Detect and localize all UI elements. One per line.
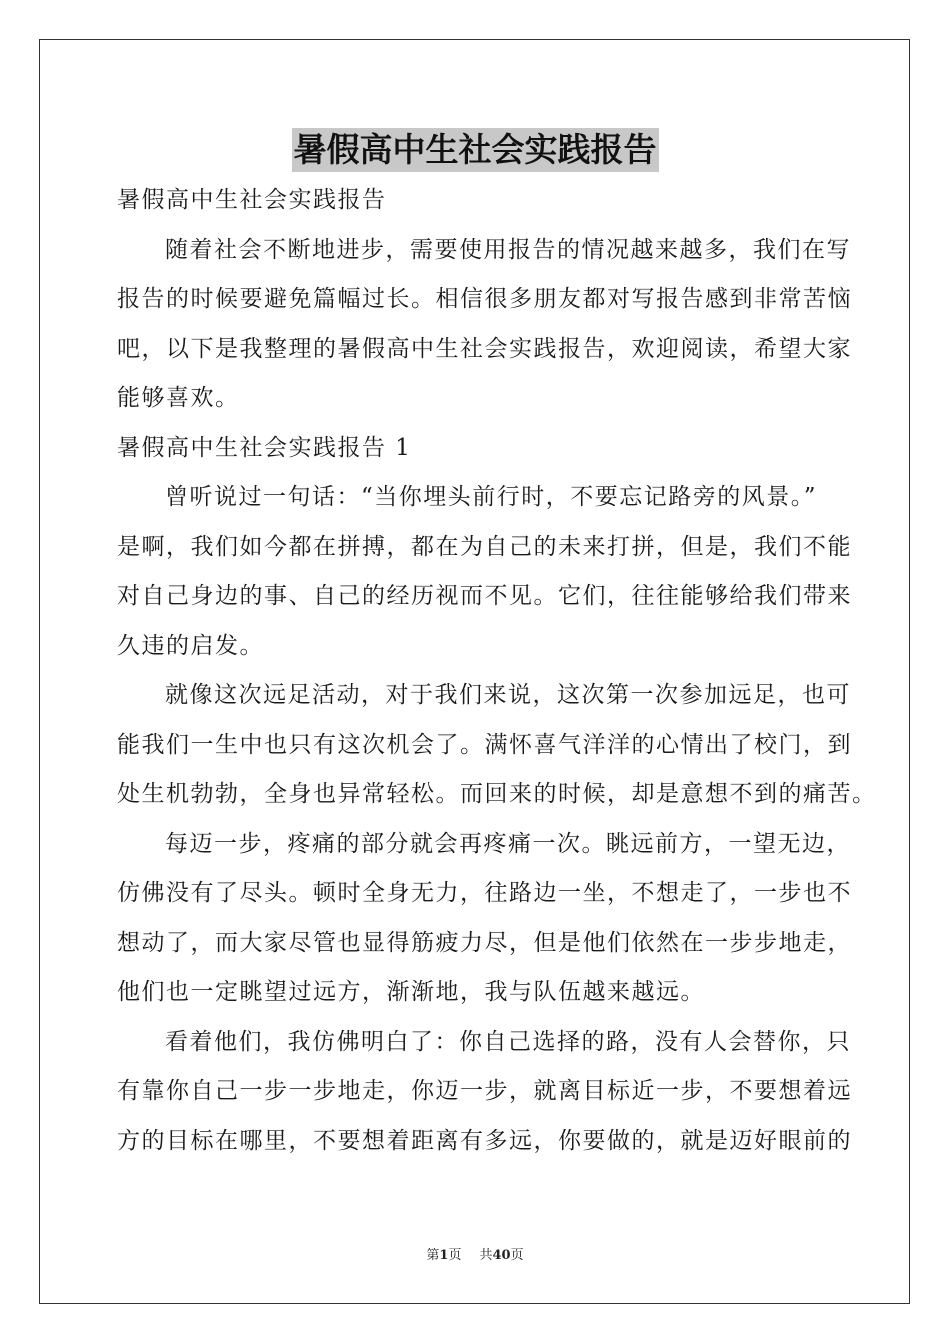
body-line: 就像这次远足活动，对于我们来说，这次第一次参加远足，也可 (165, 682, 851, 708)
title-container (0, 128, 950, 172)
body-line: 是啊，我们如今都在拼搏，都在为自己的未来打拼，但是，我们不能 (117, 533, 852, 560)
body-line: 每迈一步，疼痛的部分就会再疼痛一次。眺远前方，一望无边， (165, 830, 851, 857)
body-line: 他们也一定眺望过远方，渐渐地，我与队伍越来越远。 (117, 979, 705, 1005)
body-line: 能够喜欢。 (117, 385, 240, 411)
body-line: 对自己身边的事、自己的经历视而不见。它们，往往能够给我们带来 (117, 583, 852, 609)
body-line: 有靠你自己一步一步地走，你迈一步，就离目标近一步，不要想着远 (117, 1078, 852, 1104)
body-line: 久违的启发。 (117, 632, 264, 659)
body-line: 曾听说过一句话：“当你埋头前行时，不要忘记路旁的风景。” (165, 484, 818, 510)
body-line: 随着社会不断地进步，需要使用报告的情况越来越多，我们在写 (165, 236, 851, 263)
body-line: 能我们一生中也只有这次机会了。满怀喜气洋洋的心情出了校门，到 (117, 731, 852, 758)
page-footer (0, 1247, 950, 1265)
body-line: 方的目标在哪里，不要想着距离有多远，你要做的，就是迈好眼前的 (117, 1127, 852, 1154)
section-heading: 暑假高中生社会实践报告 1 (117, 434, 412, 461)
body-line: 吧，以下是我整理的暑假高中生社会实践报告，欢迎阅读，希望大家 (117, 335, 852, 362)
current-page-number: 1 (439, 1248, 449, 1263)
page-suffix: 页 (448, 1248, 462, 1263)
document-title: 暑假高中生社会实践报告 (292, 128, 659, 172)
page-prefix: 第 (426, 1248, 440, 1263)
total-page-count: 40 (492, 1248, 511, 1263)
body-line: 暑假高中生社会实践报告 (117, 187, 387, 213)
body-line: 想动了，而大家尽管也显得筋疲力尽，但是他们依然在一步步地走， (117, 929, 852, 956)
total-suffix: 页 (510, 1248, 524, 1263)
body-line: 仿佛没有了尽头。顿时全身无力，往路边一坐，不想走了，一步也不 (117, 880, 852, 906)
body-line: 处生机勃勃，全身也异常轻松。而回来的时候，却是意想不到的痛苦。 (117, 781, 877, 807)
body-line: 看着他们，我仿佛明白了：你自己选择的路，没有人会替你，只 (165, 1028, 851, 1055)
document-body (117, 176, 877, 1166)
total-prefix: 共 (479, 1248, 493, 1263)
body-line: 报告的时候要避免篇幅过长。相信很多朋友都对写报告感到非常苦恼 (117, 286, 852, 312)
